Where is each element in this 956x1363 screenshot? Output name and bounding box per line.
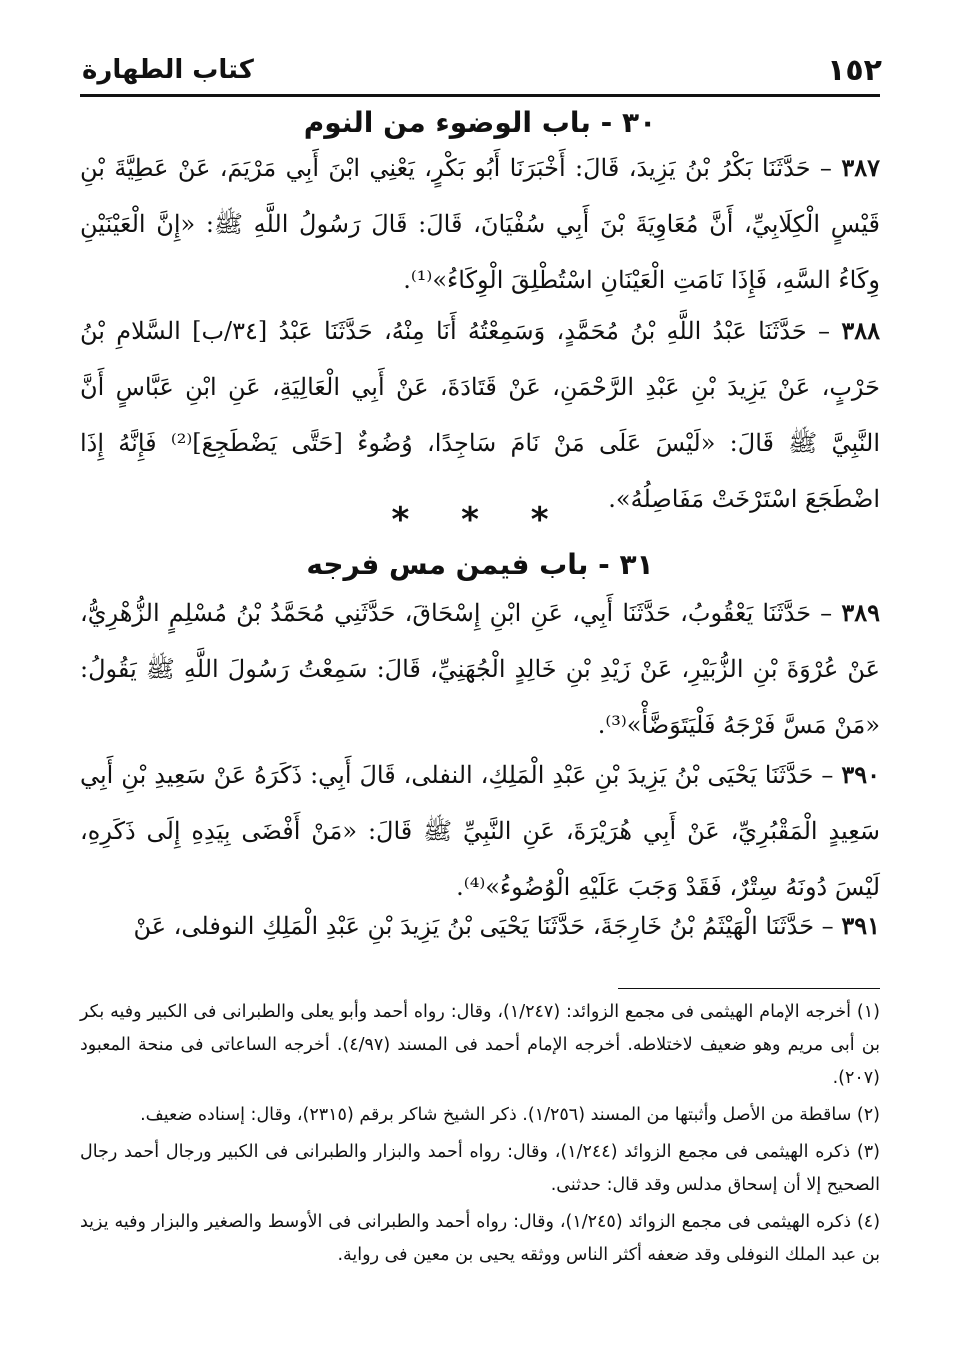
page-number: ١٥٢ bbox=[827, 52, 882, 88]
footnote-1: (١) أخرجه الإمام الهيثمى فى مجمع الزوائد: (١/٢٤٧)، وقال: رواه أحمد وأبو يعلى والطبرانى فى الكبير وفيه بكر بن أبى مريم وهو ضعيف لاختلاطه. أخرجه الإمام أحمد فى المسند (٤/٩٧). أخرجه الساعاتى فى منحة المعبود (٢٠٧). bbox=[80, 1002, 880, 1088]
hadith-number: ٣٩١ bbox=[841, 911, 880, 940]
hadith-389 bbox=[80, 585, 880, 753]
hadith-391 bbox=[80, 898, 880, 954]
hadith-387 bbox=[80, 140, 880, 308]
header-rule bbox=[80, 94, 880, 97]
page-header bbox=[82, 50, 882, 90]
hadith-text: – حَدَّثَنَا بَكْرُ بْنُ يَزِيدَ، قَالَ: أَخْبَرَنَا أَبُو بَكْرٍ، يَعْنِي ابْنَ أَبِي مَرْيَمَ، عَنْ عَطِيَّةَ بْنِ قَيْسٍ الْكِلَابِيِّ، أَنَّ مُعَاوِيَةَ بْنَ أَبِي سُفْيَانَ، قَالَ: قَالَ رَسُولُ اللَّهِ ﷺ: «إِنَّ الْعَيْنَيْنِ وِكَاءُ السَّهِ، فَإِذَا نَامَتِ الْعَيْنَانِ اسْتُطْلِقَ الْوِكَاءُ»⁽¹⁾. bbox=[80, 154, 880, 294]
footnote-rule bbox=[618, 988, 880, 989]
footnote-3: (٣) ذكره الهيثمى فى مجمع الزوائد (١/٢٤٤)، وقال: رواه أحمد والبزار والطبرانى فى الكبير ورجال أحمد رجال الصحيح إلا أن إسحاق مدلس وقد قال: حدثنى. bbox=[80, 1142, 880, 1195]
footnote-4: (٤) ذكره الهيثمى فى مجمع الزوائد (١/٢٤٥)، وقال: رواه أحمد والطبرانى فى الأوسط والصغير والبزار وفيه يزيد بن عبد الملك النوفلى وقد ضعفه أكثر الناس ووثقه يحيى بن معين فى رواية. bbox=[80, 1212, 881, 1265]
hadith-text: – حَدَّثَنَا الْهَيْثَمُ بْنُ خَارِجَةَ، حَدَّثَنَا يَحْيَى بْنُ يَزِيدَ بْنِ عَبْدِ الْمَلِكِ النوفلى، عَنْ bbox=[133, 912, 834, 940]
hadith-number: ٣٨٧ bbox=[841, 153, 880, 182]
hadith-number: ٣٩٠ bbox=[841, 760, 880, 789]
book-title: كتاب الطهارة bbox=[82, 55, 254, 85]
footnotes bbox=[80, 996, 880, 1276]
section-heading-31: ٣١ - باب فيمن مس فرجه bbox=[306, 548, 654, 581]
hadith-number: ٣٨٨ bbox=[841, 316, 880, 345]
section-separator: * * * bbox=[391, 500, 569, 540]
hadith-390 bbox=[80, 747, 880, 915]
hadith-text: – حَدَّثَنَا عَبْدُ اللَّهِ بْنُ مُحَمَّدٍ، وَسَمِعْتُهُ أَنَا مِنْهُ، حَدَّثَنَا عَبْدُ [٣٤/ب] السَّلامِ بْنُ حَرْبٍ، عَنْ يَزِيدَ بْنِ عَبْدِ الرَّحْمَنِ، عَنْ قَتَادَةَ، عَنْ أَبِي الْعَالِيَةِ، عَنِ ابْنِ عَبَّاسٍ أَنَّ النَّبِيَّ ﷺ قَالَ: «لَيْسَ عَلَى مَنْ نَامَ سَاجِدًا، وُضُوءٌ [حَتَّى يَضْطَجِعَ]⁽²⁾ فَإِنَّهُ إِذَا اضْطَجَعَ اسْتَرْخَتْ مَفَاصِلُهُ». bbox=[80, 317, 880, 513]
hadith-text: – حَدَّثَنَا يَحْيَى بْنُ يَزِيدَ بْنِ عَبْدِ الْمَلِكِ، النفلى، قَالَ أَبِي: ذَكَرَهُ عَنْ سَعِيدِ بْنِ أَبِي سَعِيدٍ الْمَقْبُرِيِّ، عَنْ أَبِي هُرَيْرَةَ، عَنِ النَّبِيِّ ﷺ قَالَ: «مَنْ أَفْضَى بِيَدِهِ إِلَى ذَكَرِهِ، لَيْسَ دُونَهُ سِتْرٌ، فَقَدْ وَجَبَ عَلَيْهِ الْوُضُوءُ»⁽⁴⁾. bbox=[80, 761, 880, 901]
footnote-2: (٢) ساقطة من الأصل وأثبتها من المسند (١/٢٥٦). ذكر الشيخ شاكر برقم (٢٣١٥)، وقال: إسناده ضعيف. bbox=[140, 1105, 880, 1125]
hadith-text: – حَدَّثَنَا يَعْقُوبُ، حَدَّثَنَا أَبِي، عَنِ ابْنِ إِسْحَاقَ، حَدَّثَنِي مُحَمَّدُ بْنُ مُسْلِمٍ الزُّهْرِيُّ، عَنْ عُرْوَةَ بْنِ الزُّبَيْرِ، عَنْ زَيْدِ بْنِ خَالِدٍ الْجُهَنِيِّ، قَالَ: سَمِعْتُ رَسُولَ اللَّهِ ﷺ يَقُولُ: «مَنْ مَسَّ فَرْجَهُ فَلْيَتَوَضَّأْ»⁽³⁾. bbox=[80, 599, 880, 739]
hadith-388 bbox=[80, 303, 880, 527]
section-heading-30: ٣٠ - باب الوضوء من النوم bbox=[303, 106, 657, 139]
hadith-number: ٣٨٩ bbox=[841, 598, 880, 627]
